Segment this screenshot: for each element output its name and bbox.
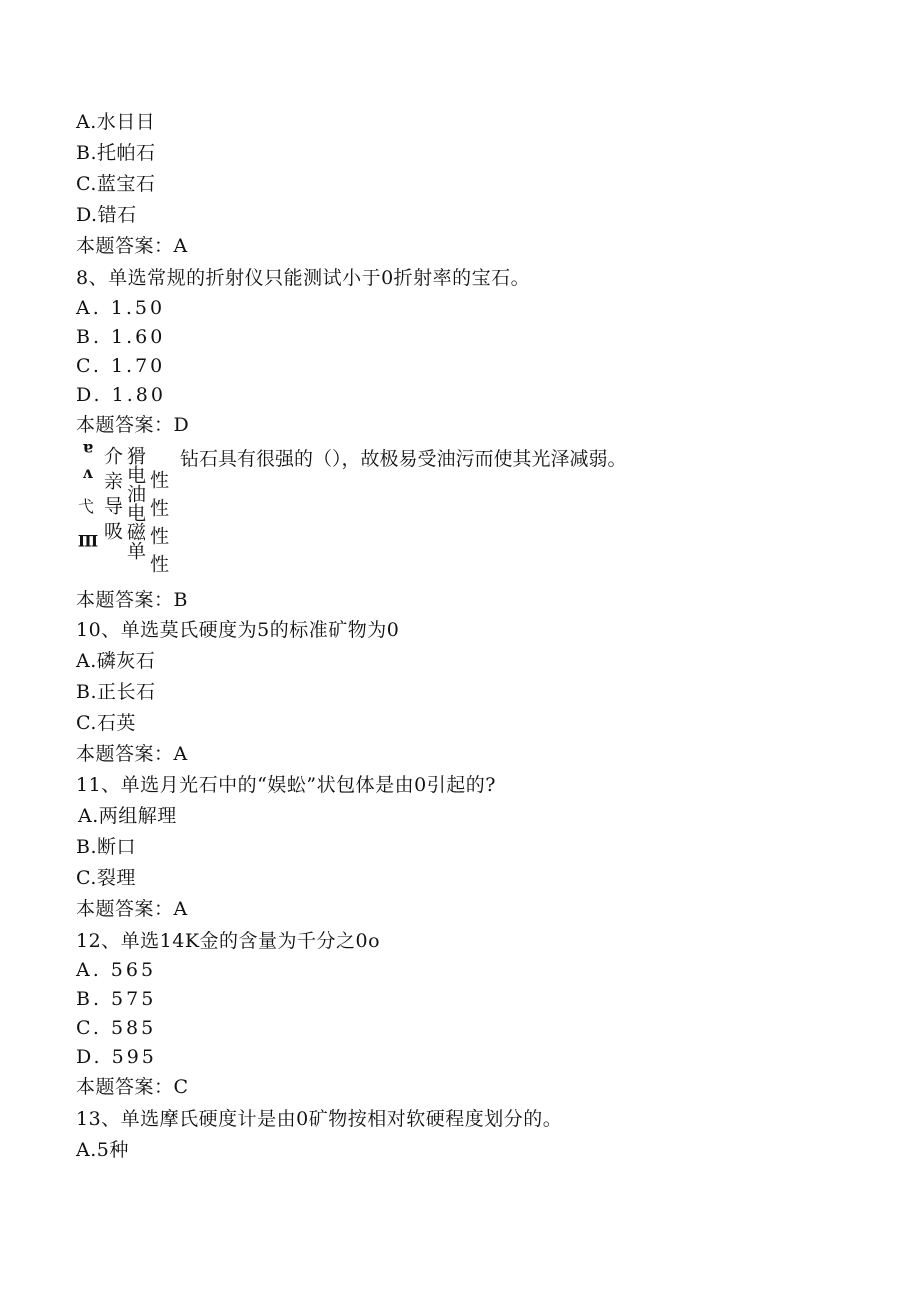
q11-answer: 本题答案：A — [76, 898, 188, 920]
q9-answer: 本题答案：B — [76, 589, 188, 611]
q9-column-3: 性性性性 — [147, 470, 169, 582]
q8-option-d: D. 1.80 — [76, 384, 166, 406]
q9-side-glyph-4: Ш — [77, 531, 99, 551]
q11-option-b: B.断口 — [76, 836, 137, 858]
q12-option-c: C. 585 — [76, 1017, 157, 1039]
q10-question: 10、单选莫氏硬度为5的标准矿物为0 — [76, 619, 400, 641]
q11-option-c: C.裂理 — [76, 867, 136, 889]
q13-question: 13、单选摩氏硬度计是由0矿物按相对软硬程度划分的。 — [76, 1108, 563, 1130]
q8-option-a: A. 1.50 — [76, 297, 166, 319]
q9-side-glyph-3: 弋 — [78, 497, 95, 516]
q13-option-a: A.5种 — [76, 1139, 129, 1161]
q12-option-d: D. 595 — [76, 1046, 157, 1068]
q12-option-b: B. 575 — [76, 988, 157, 1010]
q9-question-text: 钻石具有很强的（），故极易受油污而使其光泽减弱。 — [180, 448, 627, 470]
q8-answer: 本题答案：D — [76, 414, 190, 436]
q12-question: 12、单选14K金的含量为千分之0o — [76, 930, 381, 952]
q7-option-d: D.错石 — [76, 204, 137, 226]
q10-option-a: A.磷灰石 — [76, 650, 156, 672]
q9-side-glyph-1: a — [82, 440, 94, 460]
q8-option-b: B. 1.60 — [76, 326, 166, 348]
q11-question: 11、单选月光石中的“娱蚣”状包体是由0引起的? — [76, 774, 496, 796]
q7-answer: 本题答案：A — [76, 235, 188, 257]
q9-side-glyph-2: v — [83, 465, 93, 485]
q9-column-1: 介亲导吸 — [101, 446, 123, 546]
q7-option-a: A.水日日 — [76, 111, 156, 133]
q10-option-c: C.石英 — [76, 712, 136, 734]
q12-answer: 本题答案：C — [76, 1076, 189, 1098]
q9-column-2: 猾电油电磁单 — [124, 446, 146, 560]
q10-answer: 本题答案：A — [76, 743, 188, 765]
q8-question: 8、单选常规的折射仪只能测试小于0折射率的宝石。 — [76, 267, 531, 289]
q7-option-b: B.托帕石 — [76, 142, 156, 164]
q12-option-a: A. 565 — [76, 959, 157, 981]
q8-option-c: C. 1.70 — [76, 355, 166, 377]
q11-option-a: A.两组解理 — [78, 805, 177, 827]
q7-option-c: C.蓝宝石 — [76, 173, 156, 195]
q10-option-b: B.正长石 — [76, 681, 156, 703]
